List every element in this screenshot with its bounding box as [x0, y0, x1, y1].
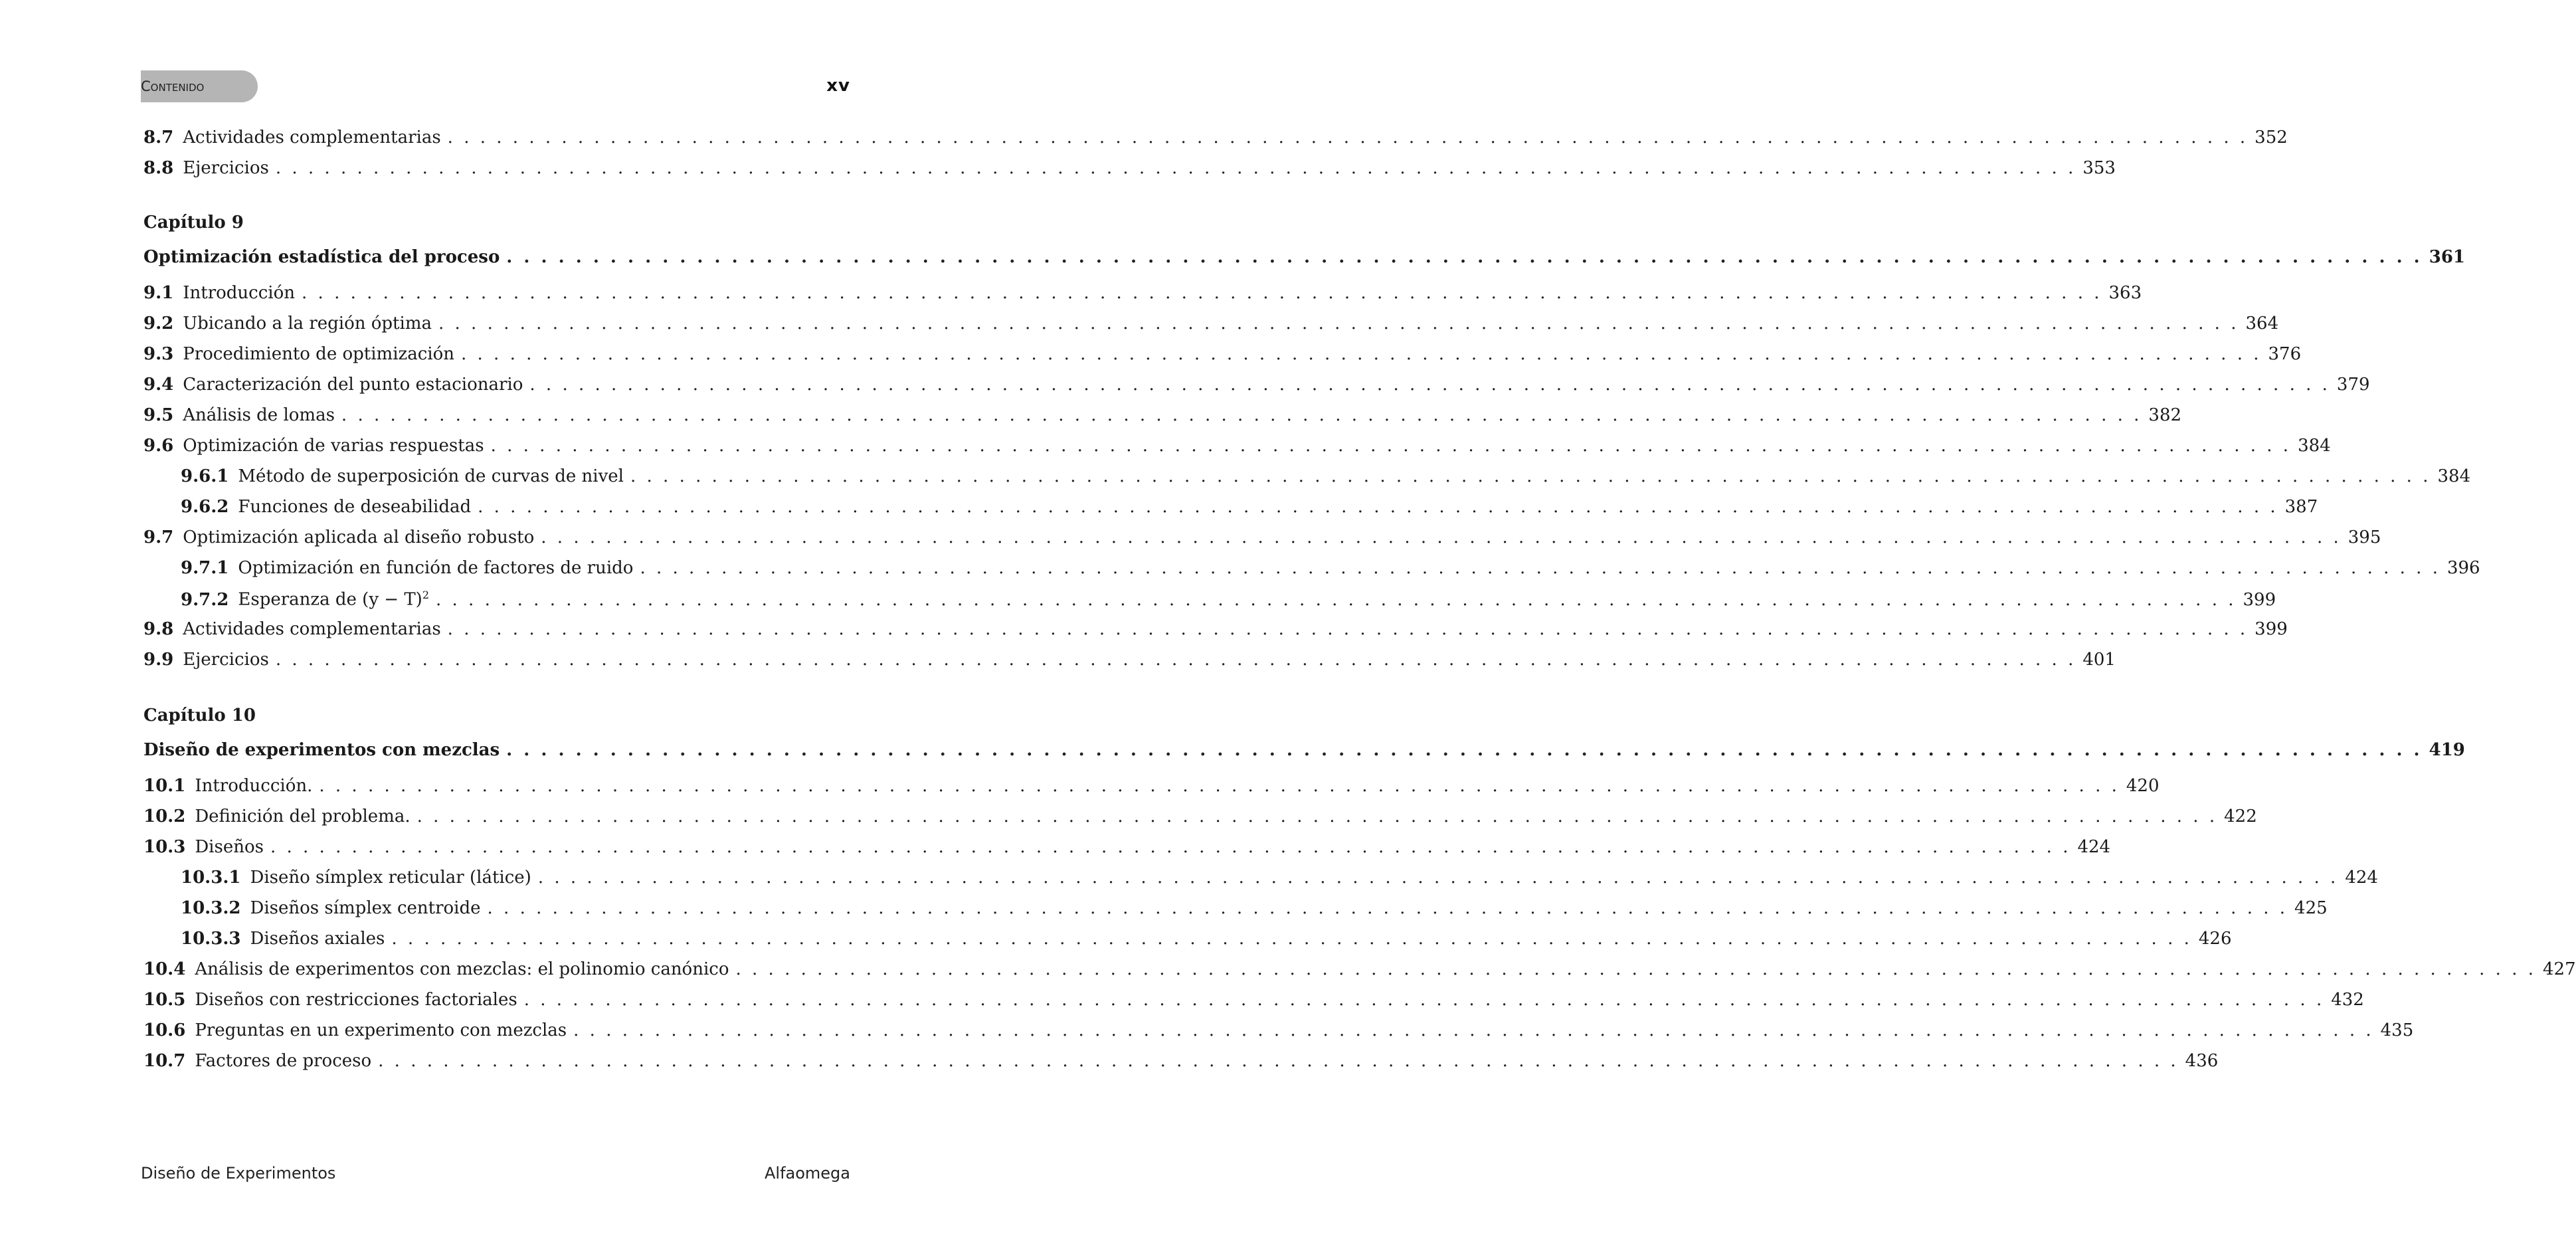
toc-entry[interactable] [143, 405, 2182, 432]
toc-entry-title: Procedimiento de optimización [183, 344, 454, 364]
toc-entry-title: Ejercicios [183, 158, 269, 178]
toc-entry-number: 10.3.1 [181, 868, 241, 888]
toc-entry[interactable] [143, 375, 2370, 401]
toc-entry-title: Caracterización del punto estacionario [183, 375, 523, 395]
toc-entry-page: 384 [2298, 436, 2331, 456]
toc-entry[interactable] [143, 314, 2279, 340]
toc-entry[interactable] [143, 1051, 2219, 1078]
toc-entry[interactable] [143, 619, 2288, 646]
toc-entry-title: Actividades complementarias [183, 128, 441, 147]
toc-entry-title: Actividades complementarias [183, 619, 441, 639]
dot-leader [529, 375, 2330, 395]
dot-leader [270, 837, 2071, 857]
toc-entry-number: 8.8 [143, 158, 174, 178]
superscript: 2 [422, 589, 429, 601]
toc-entry-title: Factores de proceso [195, 1051, 372, 1071]
toc-entry-number: 9.6 [143, 436, 174, 456]
toc-subentry[interactable] [181, 929, 2232, 955]
toc-entry-title: Análisis de experimentos con mezclas: el polinomio canónico [195, 959, 729, 979]
toc-entry-page: 399 [2254, 619, 2288, 639]
toc-entry-title: Diseños [195, 837, 264, 857]
toc-entry-page: 376 [2268, 344, 2302, 364]
toc-entry-page: 425 [2294, 898, 2328, 918]
toc-entry-number: 9.7.2 [181, 589, 229, 610]
toc-entry[interactable] [143, 837, 2111, 864]
toc-entry-title: Optimización en función de factores de ruido [238, 558, 634, 578]
dot-leader [276, 158, 2076, 178]
toc-entry[interactable] [143, 344, 2302, 371]
toc-entry-page: 395 [2347, 527, 2381, 547]
toc-entry-page: 426 [2198, 929, 2232, 949]
toc-entry-page: 387 [2284, 497, 2318, 517]
dot-leader [491, 436, 2292, 456]
toc-entry-page: 384 [2437, 466, 2471, 486]
dot-leader [538, 868, 2339, 888]
toc-entry-number: 9.8 [143, 619, 174, 639]
page-number: xv [826, 76, 850, 96]
toc-entry-number: 9.9 [143, 650, 174, 670]
toc-entry-title: Diseños con restricciones factoriales [195, 990, 517, 1010]
dot-leader [573, 1020, 2374, 1040]
dot-leader [341, 405, 2142, 425]
dot-leader [302, 283, 2102, 303]
toc-entry-title: Optimización aplicada al diseño robusto [183, 527, 535, 547]
toc-entry-title: Diseño símplex reticular (látice) [250, 868, 531, 888]
toc-entry[interactable] [143, 158, 2116, 185]
toc-entry-title: Ejercicios [183, 650, 269, 670]
section-header-tab [141, 70, 258, 102]
dot-leader [378, 1051, 2179, 1071]
dot-leader [736, 959, 2537, 979]
toc-entry-title: Optimización de varias respuestas [183, 436, 484, 456]
dot-leader [640, 558, 2440, 578]
toc-entry-page: 435 [2380, 1020, 2414, 1040]
toc-entry-page: 436 [2185, 1051, 2219, 1071]
dot-leader [461, 344, 2262, 364]
dot-leader [417, 807, 2218, 826]
toc-entry-title: Definición del problema. [195, 807, 411, 826]
toc-entry-page: 422 [2224, 807, 2257, 826]
chapter-title: Diseño de experimentos con mezclas [143, 740, 500, 760]
toc-entry-title: Diseños símplex centroide [250, 898, 481, 918]
toc-entry-title: Introducción [183, 283, 296, 303]
chapter-title-entry[interactable] [143, 247, 2466, 274]
toc-entry-page: 379 [2336, 375, 2370, 395]
toc-subentry[interactable] [181, 466, 2471, 493]
footer-book-title: Diseño de Experimentos [141, 1164, 336, 1183]
toc-entry-number: 9.5 [143, 405, 174, 425]
toc-entry-number: 9.2 [143, 314, 174, 334]
toc-entry-page: 364 [2245, 314, 2279, 334]
toc-entry-number: 9.6.2 [181, 497, 229, 517]
toc-subentry[interactable] [181, 868, 2378, 894]
dot-leader [276, 650, 2076, 670]
toc-entry[interactable] [143, 1020, 2414, 1047]
toc-entry-page: 352 [2254, 128, 2288, 147]
toc-entry-page: 424 [2345, 868, 2378, 888]
dot-leader [541, 527, 2342, 547]
section-header-label: Contenido [141, 78, 205, 94]
dot-leader [448, 619, 2249, 639]
toc-subentry[interactable] [181, 558, 2480, 585]
toc-entry[interactable] [143, 650, 2116, 676]
toc-entry[interactable] [143, 807, 2257, 833]
toc-entry-number: 10.4 [143, 959, 186, 979]
dot-leader [438, 314, 2239, 334]
toc-entry-number: 10.7 [143, 1051, 186, 1071]
toc-entry-title: Método de superposición de curvas de nivel [238, 466, 624, 486]
toc-entry-number: 9.1 [143, 283, 174, 303]
chapter-title: Optimización estadística del proceso [143, 247, 500, 267]
chapter-label: Capítulo 9 [143, 213, 244, 233]
toc-entry-page: 382 [2148, 405, 2182, 425]
toc-entry[interactable] [143, 776, 2160, 803]
toc-entry-title: Preguntas en un experimento con mezclas [195, 1020, 567, 1040]
toc-entry-title: Introducción. [195, 776, 313, 796]
chapter-page: 419 [2429, 740, 2465, 760]
toc-entry-page: 353 [2082, 158, 2116, 178]
dot-leader [448, 128, 2249, 147]
toc-subentry[interactable] [181, 589, 2276, 615]
toc-entry-page: 424 [2077, 837, 2111, 857]
toc-entry-number: 9.3 [143, 344, 174, 364]
toc-entry-number: 10.5 [143, 990, 186, 1010]
toc-entry[interactable] [143, 959, 2576, 986]
toc-entry-title: Diseños axiales [250, 929, 385, 949]
toc-entry-page: 396 [2446, 558, 2480, 578]
toc-entry-page: 399 [2243, 589, 2276, 610]
toc-entry-number: 10.3.3 [181, 929, 241, 949]
toc-entry-title: Análisis de lomas [183, 405, 335, 425]
dot-leader [391, 929, 2192, 949]
toc-entry-title-text: Esperanza de (y − T) [238, 589, 422, 610]
toc-entry-number: 10.1 [143, 776, 186, 796]
toc-entry-number: 10.6 [143, 1020, 186, 1040]
toc-entry-page: 432 [2331, 990, 2364, 1010]
chapter-title-entry[interactable] [143, 740, 2465, 767]
chapter-label: Capítulo 10 [143, 706, 256, 725]
dot-leader [506, 740, 2422, 760]
dot-leader [630, 466, 2431, 486]
toc-entry-number: 10.2 [143, 807, 186, 826]
toc-entry-number: 10.3 [143, 837, 186, 857]
toc-subentry[interactable] [181, 497, 2318, 524]
dot-leader [524, 990, 2325, 1010]
toc-entry-number: 9.4 [143, 375, 174, 395]
toc-entry[interactable] [143, 990, 2364, 1016]
dot-leader [319, 776, 2120, 796]
dot-leader [436, 590, 2237, 610]
toc-entry-number: 9.6.1 [181, 466, 229, 486]
toc-entry-page: 363 [2108, 283, 2142, 303]
dot-leader [506, 247, 2422, 267]
toc-subentry[interactable] [181, 898, 2328, 925]
toc-entry-page: 420 [2126, 776, 2160, 796]
toc-entry-number: 9.7 [143, 527, 174, 547]
toc-entry-page: 401 [2082, 650, 2116, 670]
toc-entry-number: 9.7.1 [181, 558, 229, 578]
toc-entry[interactable] [143, 527, 2381, 554]
toc-entry-page: 427 [2543, 959, 2576, 979]
dot-leader [478, 497, 2278, 517]
dot-leader [488, 898, 2288, 918]
toc-entry-number: 10.3.2 [181, 898, 241, 918]
chapter-page: 361 [2429, 247, 2466, 267]
toc-entry[interactable] [143, 128, 2288, 154]
toc-entry[interactable] [143, 436, 2331, 462]
toc-entry-title: Ubicando a la región óptima [183, 314, 432, 334]
toc-entry-title: Funciones de deseabilidad [238, 497, 472, 517]
footer-publisher: Alfaomega [764, 1164, 850, 1183]
toc-entry-title [238, 589, 429, 610]
toc-entry-number: 8.7 [143, 128, 174, 147]
toc-entry[interactable] [143, 283, 2142, 310]
